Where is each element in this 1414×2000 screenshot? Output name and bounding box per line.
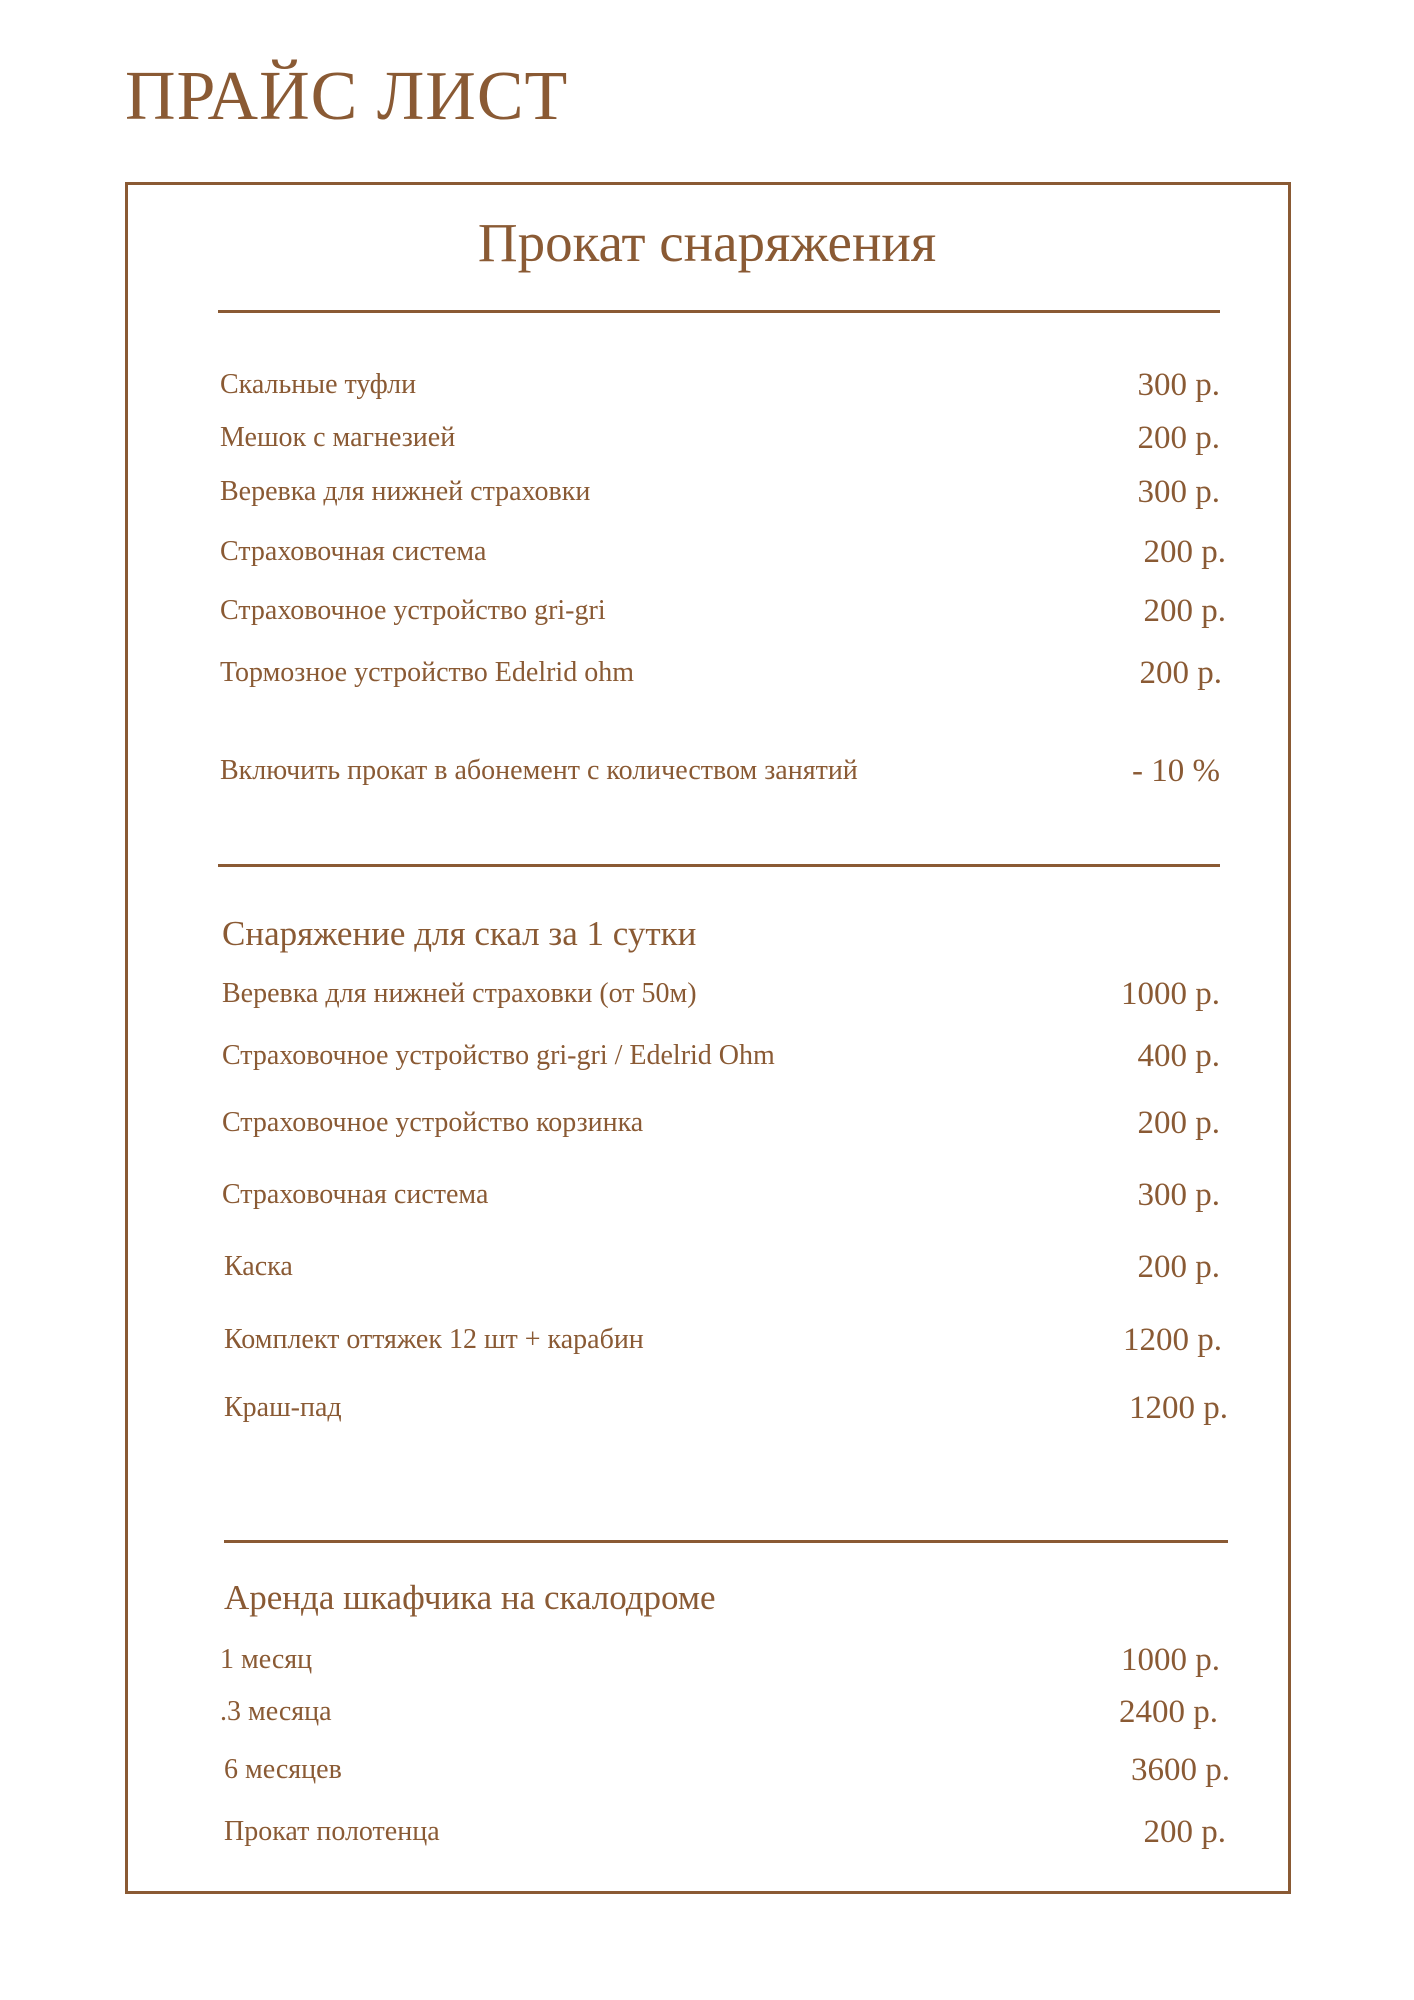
rental-heading-divider	[218, 310, 1220, 313]
rocks-heading: Снаряжение для скал за 1 сутки	[222, 914, 697, 953]
price-row	[220, 472, 1220, 512]
price-row	[220, 653, 1222, 693]
item-price: 300 р.	[1137, 367, 1220, 403]
price-row	[224, 1750, 1230, 1790]
item-name: Страховочное устройство gri-gri / Edelrid Ohm	[222, 1040, 775, 1071]
section-divider	[224, 1540, 1228, 1543]
subscription-discount-value: - 10 %	[1132, 753, 1220, 789]
item-name: 6 месяцев	[224, 1754, 342, 1785]
item-price: 3600 р.	[1131, 1752, 1230, 1788]
item-name: Страховочная система	[220, 536, 487, 567]
item-name: Скальные туфли	[220, 369, 417, 400]
item-name: 1 месяц	[220, 1644, 313, 1675]
price-row	[224, 1388, 1228, 1428]
item-price: 400 р.	[1137, 1038, 1220, 1074]
subscription-discount-label: Включить прокат в абонемент с количеством занятий	[220, 755, 858, 786]
price-row	[220, 1640, 1220, 1680]
price-row	[222, 1036, 1220, 1076]
subscription-discount-row	[220, 751, 1220, 791]
price-row	[224, 1320, 1222, 1360]
item-name: Тормозное устройство Edelrid ohm	[220, 657, 634, 688]
item-price: 200 р.	[1137, 1249, 1220, 1285]
section-divider	[218, 864, 1220, 867]
item-name: Краш-пад	[224, 1392, 342, 1423]
item-name: Страховочное устройство корзинка	[222, 1107, 644, 1138]
item-name: .3 месяца	[220, 1696, 332, 1727]
price-row	[220, 532, 1226, 572]
price-row	[222, 974, 1220, 1014]
item-price: 200 р.	[1137, 420, 1220, 456]
price-row	[222, 1175, 1220, 1215]
price-row	[220, 591, 1226, 631]
item-price: 200 р.	[1137, 1105, 1220, 1141]
item-price: 1000 р.	[1121, 1642, 1220, 1678]
item-price: 200 р.	[1143, 593, 1226, 629]
item-price: 200 р.	[1139, 655, 1222, 691]
item-price: 200 р.	[1143, 534, 1226, 570]
price-row	[220, 365, 1220, 405]
price-row	[220, 418, 1220, 458]
lockers-heading: Аренда шкафчика на скалодроме	[224, 1578, 716, 1617]
item-name: Веревка для нижней страховки (от 50м)	[222, 978, 697, 1009]
item-name: Комплект оттяжек 12 шт + карабин	[224, 1324, 644, 1355]
item-price: 300 р.	[1137, 474, 1220, 510]
item-price: 200 р.	[1143, 1814, 1226, 1850]
item-price: 2400 р.	[1119, 1694, 1218, 1730]
item-name: Веревка для нижней страховки	[220, 476, 591, 507]
item-name: Страховочная система	[222, 1179, 489, 1210]
item-price: 300 р.	[1137, 1177, 1220, 1213]
price-row	[222, 1103, 1220, 1143]
price-row	[220, 1692, 1218, 1732]
item-name: Мешок с магнезией	[220, 422, 456, 453]
item-price: 1000 р.	[1121, 976, 1220, 1012]
item-name: Каска	[224, 1251, 293, 1282]
item-price: 1200 р.	[1129, 1390, 1228, 1426]
page-title: ПРАЙС ЛИСТ	[125, 58, 569, 135]
price-row	[224, 1247, 1220, 1287]
price-row	[224, 1812, 1226, 1852]
rental-heading: Прокат снаряжения	[477, 212, 937, 273]
item-price: 1200 р.	[1123, 1322, 1222, 1358]
item-name: Прокат полотенца	[224, 1816, 440, 1847]
item-name: Страховочное устройство gri-gri	[220, 595, 606, 626]
